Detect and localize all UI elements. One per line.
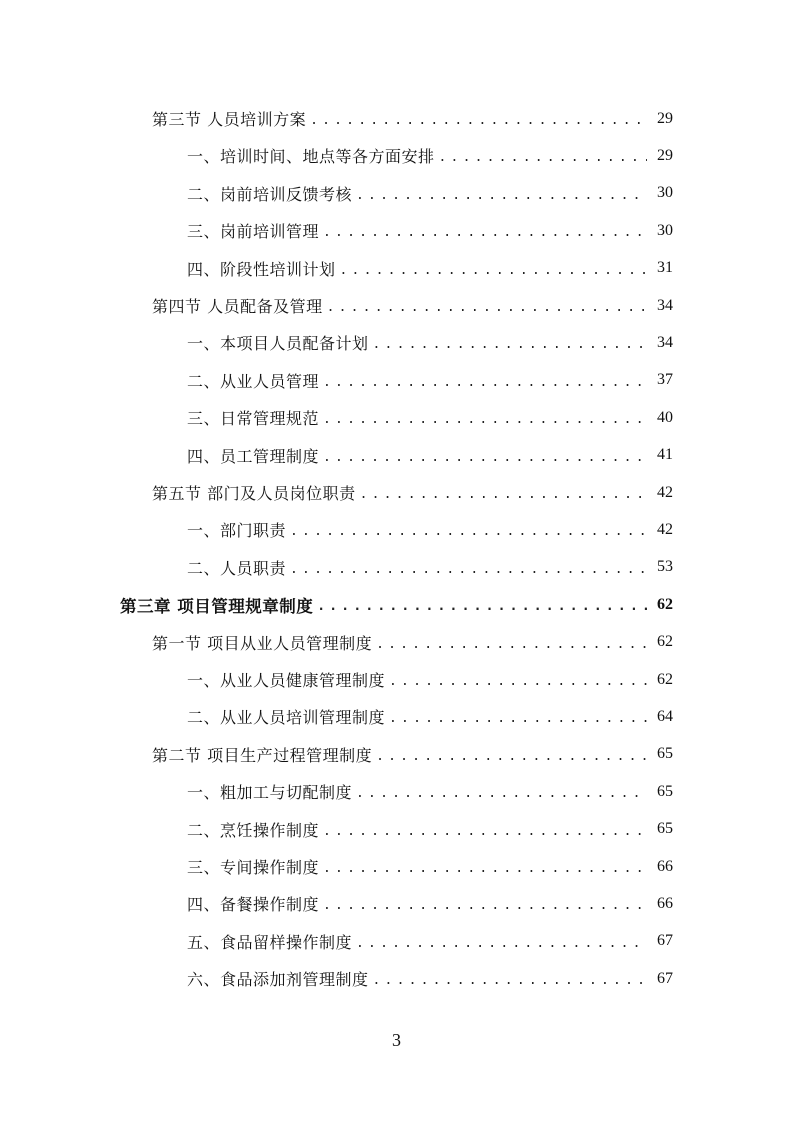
- toc-dot-leader: [340, 264, 647, 277]
- toc-entry-page: 65: [657, 745, 673, 763]
- toc-entry[interactable]: [187, 885, 673, 922]
- toc-entry-title: 四、阶段性培训计划: [187, 259, 336, 279]
- toc-entry-title: 三、专间操作制度: [187, 858, 320, 877]
- toc-entry-title: 一、培训时间、地点等各方面安排: [187, 147, 435, 167]
- toc-entry-title: 第三节 人员培训方案: [152, 110, 307, 129]
- toc-dot-leader: [323, 376, 647, 389]
- toc-entry[interactable]: [152, 624, 673, 661]
- toc-entry-title: 二、从业人员管理: [187, 371, 320, 391]
- toc-entry-page: 67: [657, 969, 673, 987]
- toc-dot-leader: [356, 937, 647, 950]
- toc-entry-page: 42: [657, 483, 673, 501]
- toc-entry-title: 一、部门职责: [187, 521, 287, 541]
- toc-dot-leader: [373, 974, 647, 987]
- toc-entry-page: 66: [657, 894, 673, 912]
- toc-entry[interactable]: [187, 362, 673, 399]
- toc-dot-leader: [290, 563, 647, 576]
- toc-entry-title: 四、备餐操作制度: [187, 895, 320, 915]
- toc-entry[interactable]: [152, 287, 673, 324]
- toc-entry[interactable]: [187, 399, 673, 436]
- toc-dot-leader: [317, 600, 647, 613]
- toc-entry-title: 第四节 人员配备及管理: [152, 297, 323, 316]
- toc-entry-title: 二、岗前培训反馈考核: [187, 184, 353, 204]
- toc-dot-leader: [327, 301, 647, 314]
- toc-entry-title: 第一节 项目从业人员管理制度: [152, 633, 373, 653]
- toc-entry[interactable]: [187, 661, 673, 698]
- toc-entry[interactable]: [187, 698, 673, 735]
- toc-entry-title: 一、粗加工与切配制度: [187, 783, 353, 803]
- toc-entry-title: 三、日常管理规范: [187, 409, 320, 429]
- toc-entry-page: 64: [657, 707, 673, 725]
- toc-dot-leader: [310, 114, 647, 127]
- toc-entry[interactable]: [187, 549, 673, 586]
- toc-entry-page: 40: [657, 408, 673, 426]
- toc-entry-page: 30: [657, 221, 673, 239]
- toc-entry-page: 62: [657, 670, 673, 688]
- toc-entry-page: 30: [657, 184, 673, 202]
- toc-dot-leader: [323, 451, 647, 464]
- toc-dot-leader: [323, 226, 647, 239]
- toc-entry-page: 34: [657, 333, 673, 351]
- toc-dot-leader: [323, 862, 647, 875]
- toc-entry-page: 67: [657, 932, 673, 950]
- toc-entry-title: 六、食品添加剂管理制度: [187, 970, 369, 990]
- toc-entry-title: 第五节 部门及人员岗位职责: [152, 484, 356, 503]
- toc-entry-title: 四、员工管理制度: [187, 446, 320, 466]
- toc-entry[interactable]: [187, 848, 673, 885]
- toc-entry[interactable]: [187, 175, 673, 212]
- toc-entry-title: 一、本项目人员配备计划: [187, 334, 369, 354]
- toc-entry-page: 29: [657, 146, 673, 164]
- toc-chapter-entry[interactable]: [120, 586, 673, 623]
- toc-entry[interactable]: [187, 960, 673, 997]
- toc-dot-leader: [323, 825, 647, 838]
- toc-entry[interactable]: [187, 324, 673, 361]
- toc-entry-page: 41: [657, 446, 673, 464]
- toc-entry[interactable]: [187, 811, 673, 848]
- toc-entry[interactable]: [187, 212, 673, 249]
- toc-entry[interactable]: [187, 773, 673, 810]
- toc-dot-leader: [376, 638, 647, 651]
- toc-dot-leader: [323, 413, 647, 426]
- toc-dot-leader: [323, 899, 647, 912]
- toc-dot-leader: [439, 151, 647, 164]
- page-number: 3: [392, 1030, 401, 1050]
- toc-entry-page: 65: [657, 782, 673, 800]
- toc-entry-title: 第二节 项目生产过程管理制度: [152, 745, 373, 765]
- toc-entry-title: 一、从业人员健康管理制度: [187, 671, 386, 690]
- toc-entry[interactable]: [187, 511, 673, 548]
- toc-dot-leader: [356, 787, 647, 800]
- toc-entry[interactable]: [187, 437, 673, 474]
- toc-entry[interactable]: [187, 923, 673, 960]
- toc-entry-page: 53: [657, 558, 673, 576]
- toc-dot-leader: [376, 750, 647, 763]
- toc-entry-title: 五、食品留样操作制度: [187, 932, 353, 952]
- toc-entry-page: 66: [657, 857, 673, 875]
- toc-entry-page: 42: [657, 520, 673, 538]
- toc-dot-leader: [290, 525, 647, 538]
- toc-entry-title: 二、人员职责: [187, 558, 287, 578]
- toc-entry[interactable]: [152, 100, 673, 137]
- toc-dot-leader: [389, 675, 647, 688]
- toc-entry-title: 二、从业人员培训管理制度: [187, 708, 386, 728]
- toc-dot-leader: [373, 338, 647, 351]
- toc-entry-title: 第三章 项目管理规章制度: [120, 596, 314, 616]
- toc-entry-title: 三、岗前培训管理: [187, 222, 320, 242]
- toc-entry-title: 二、烹饪操作制度: [187, 820, 320, 840]
- toc-entry[interactable]: [187, 250, 673, 287]
- toc-entry-page: 34: [657, 296, 673, 314]
- toc-dot-leader: [360, 488, 647, 501]
- toc-entry-page: 62: [657, 595, 673, 613]
- toc-entry-page: 31: [657, 259, 673, 277]
- toc-entry-page: 62: [657, 633, 673, 651]
- toc-entry-page: 29: [657, 109, 673, 127]
- toc-entry-page: 65: [657, 820, 673, 838]
- toc-dot-leader: [389, 712, 647, 725]
- toc-entry-page: 37: [657, 371, 673, 389]
- toc-entry[interactable]: [152, 474, 673, 511]
- toc-entry[interactable]: [152, 736, 673, 773]
- toc-entry[interactable]: [187, 137, 673, 174]
- toc-dot-leader: [356, 189, 647, 202]
